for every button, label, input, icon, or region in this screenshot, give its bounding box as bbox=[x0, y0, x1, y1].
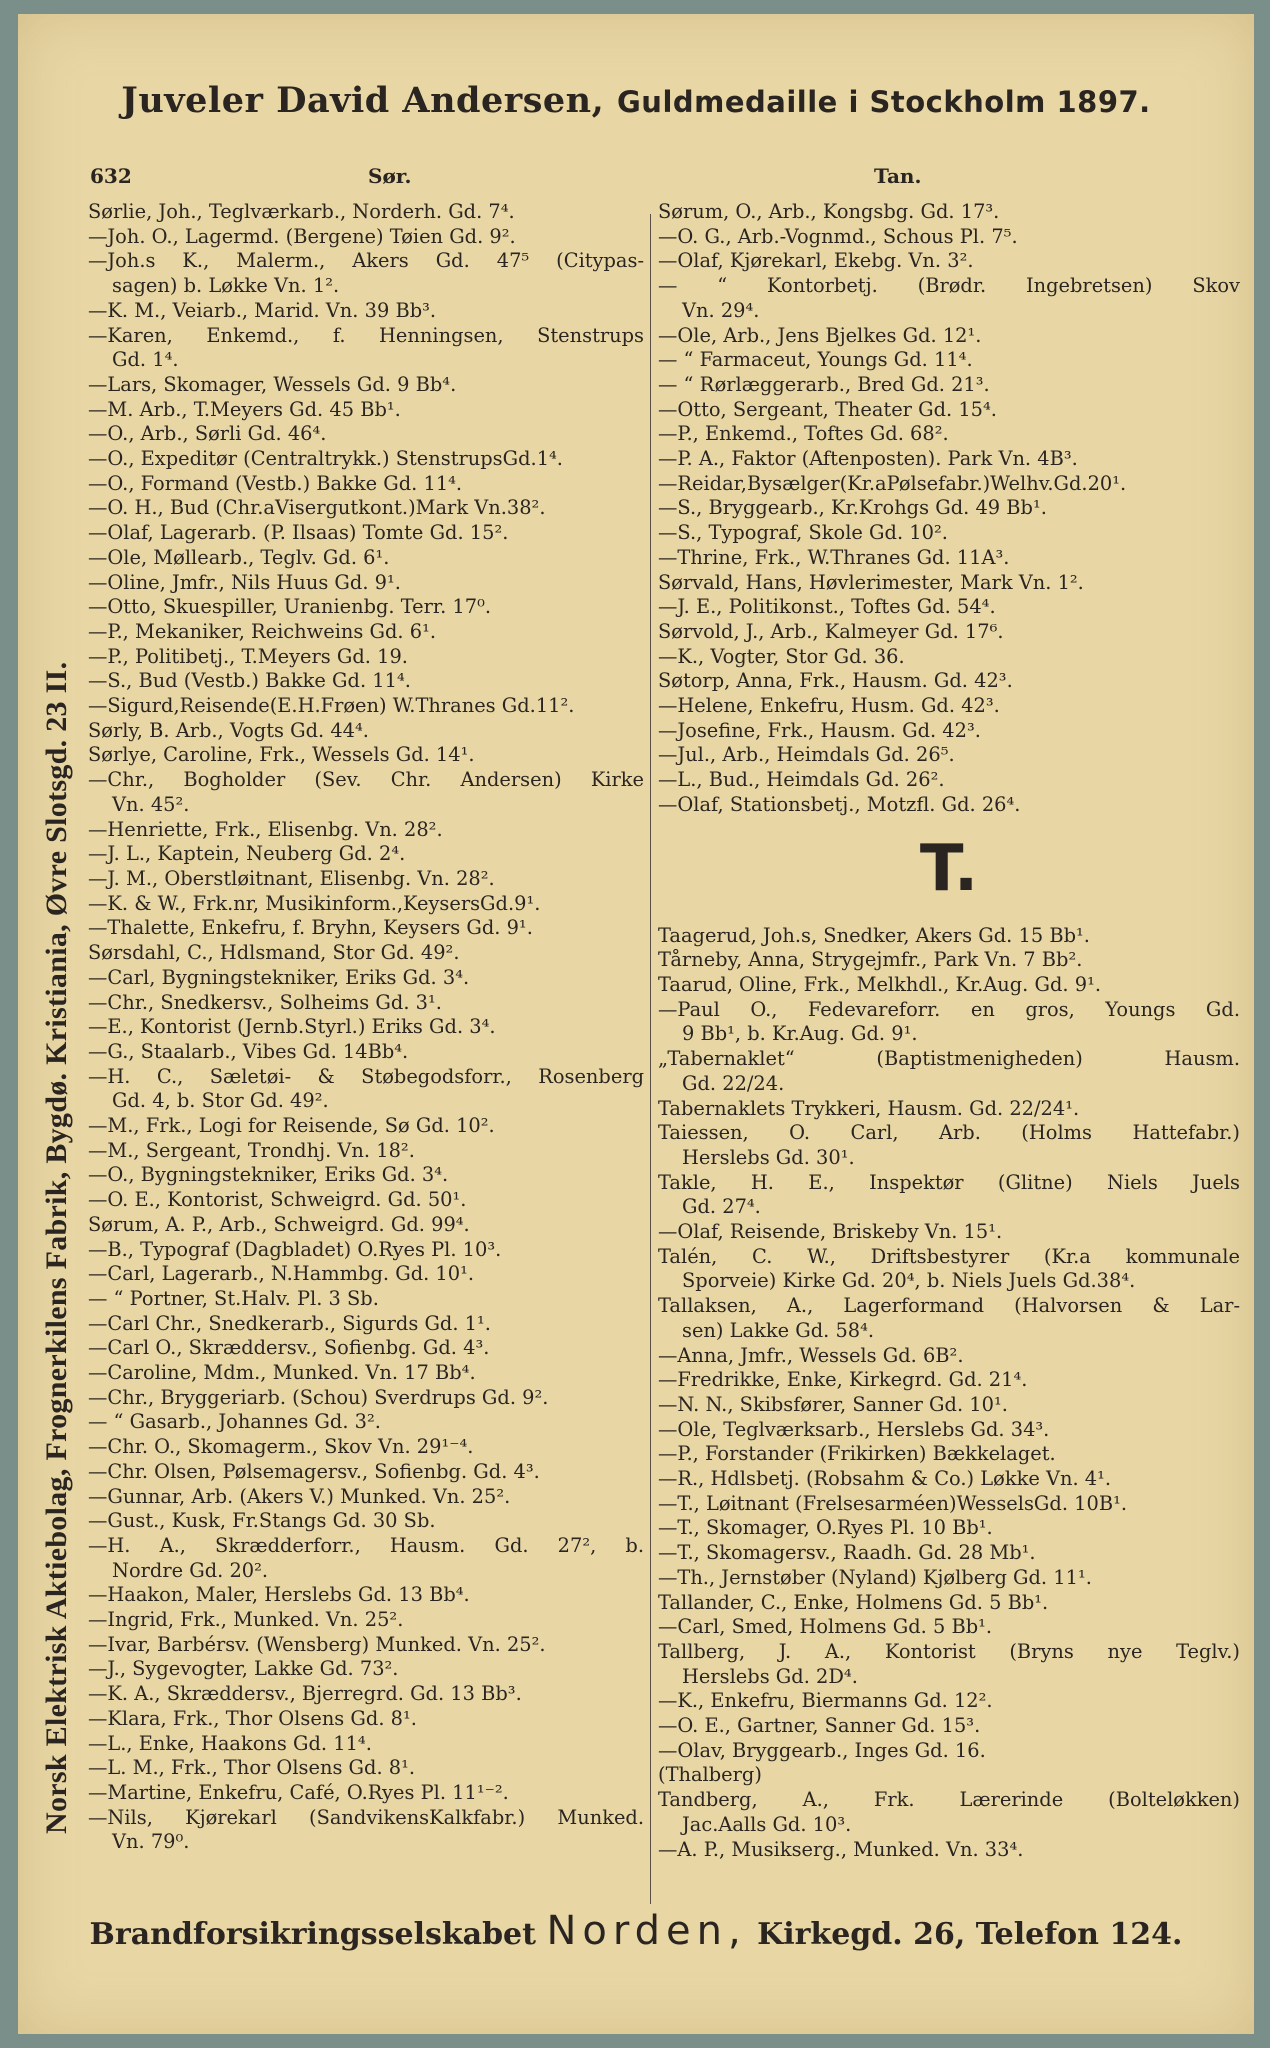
list-item: —L., Bud., Heimdals Gd. 26². bbox=[658, 768, 945, 792]
list-item: —Paul O., Fedevareforr. en gros, Youngs Gd. 9 Bb¹, b. Kr.Aug. Gd. 9¹. bbox=[658, 997, 1240, 1046]
list-item: —Klara, Frk., Thor Olsens Gd. 8¹. bbox=[88, 1706, 417, 1730]
list-item: —S., Bud (Vestb.) Bakke Gd. 11⁴. bbox=[88, 669, 411, 693]
list-item: —Caroline, Mdm., Munked. Vn. 17 Bb⁴. bbox=[88, 1361, 476, 1385]
list-item: —T., Skomager, O.Ryes Pl. 10 Bb¹. bbox=[658, 1516, 993, 1540]
list-item: —R., Hdlsbetj. (Robsahm & Co.) Løkke Vn. 4¹. bbox=[658, 1467, 1112, 1491]
list-item: Talén, C. W., Driftsbestyrer (Kr.a kommunale Sporveie) Kirke Gd. 20⁴, b. Niels Juels Gd.38⁴. bbox=[658, 1244, 1240, 1293]
list-item: —T., Skomagersv., Raadh. Gd. 28 Mb¹. bbox=[658, 1541, 1036, 1565]
list-item: —Chr. O., Skomagerm., Skov Vn. 29¹⁻⁴. bbox=[88, 1435, 474, 1459]
range-end: Tan. bbox=[874, 164, 922, 188]
list-item: Sørlye, Caroline, Frk., Wessels Gd. 14¹. bbox=[88, 743, 475, 767]
footer-left: Brandforsikringsselskabet bbox=[89, 1917, 537, 1952]
list-item: —Ole, Arb., Jens Bjelkes Gd. 12¹. bbox=[658, 323, 982, 347]
list-item: —Carl Chr., Snedkerarb., Sigurds Gd. 1¹. bbox=[88, 1311, 491, 1335]
list-item: —Josefine, Frk., Hausm. Gd. 42³. bbox=[658, 718, 981, 742]
list-item: —O., Arb., Sørli Gd. 46⁴. bbox=[88, 422, 327, 446]
list-item: —Martine, Enkefru, Café, O.Ryes Pl. 11¹⁻². bbox=[88, 1781, 509, 1804]
list-item: —Fredrikke, Enke, Kirkegrd. Gd. 21⁴. bbox=[658, 1368, 1028, 1392]
list-item: —Olaf, Reisende, Briskeby Vn. 15¹. bbox=[658, 1220, 1003, 1244]
list-item: —K., Enkefru, Biermanns Gd. 12². bbox=[658, 1689, 993, 1713]
list-item: —Olaf, Lagerarb. (P. Ilsaas) Tomte Gd. 15². bbox=[88, 521, 509, 545]
list-item: — “ Portner, St.Halv. Pl. 3 Sb. bbox=[88, 1286, 379, 1310]
list-item: — “ Kontorbetj. (Brødr. Ingebretsen) Skov Vn. 29⁴. bbox=[658, 274, 1240, 322]
list-item: —Joh. O., Lagermd. (Bergene) Tøien Gd. 9². bbox=[88, 224, 516, 248]
list-item: —L. M., Frk., Thor Olsens Gd. 8¹. bbox=[88, 1756, 416, 1780]
list-item: —Joh.s K., Malerm., Akers Gd. 47⁵ (Citypas- sagen) b. Løkke Vn. 1². bbox=[88, 249, 644, 298]
list-item: Taarud, Oline, Frk., Melkhdl., Kr.Aug. Gd. 9¹. bbox=[658, 972, 1102, 996]
list-item: —K. M., Veiarb., Marid. Vn. 39 Bb³. bbox=[88, 298, 437, 322]
list-item: —Carl, Smed, Holmens Gd. 5 Bb¹. bbox=[658, 1615, 993, 1639]
list-item: —Reidar,Bysælger(Kr.aPølsefabr.)Welhv.Gd.20¹. bbox=[658, 471, 1127, 495]
list-item: —Jul., Arb., Heimdals Gd. 26⁵. bbox=[658, 743, 955, 767]
directory-page bbox=[18, 14, 1254, 2034]
list-item: —K., Vogter, Stor Gd. 36. bbox=[658, 644, 905, 668]
list-item: —Ivar, Barbérsv. (Wensberg) Munked. Vn. 25². bbox=[88, 1632, 546, 1656]
list-item: Tallberg, J. A., Kontorist (Bryns nye Teglv.) Herslebs Gd. 2D⁴. bbox=[658, 1639, 1240, 1688]
list-item: —Th., Jernstøber (Nyland) Kjølberg Gd. 11¹. bbox=[658, 1565, 1092, 1589]
list-item: Tallander, C., Enke, Holmens Gd. 5 Bb¹. bbox=[658, 1590, 1049, 1614]
list-item: —Haakon, Maler, Herslebs Gd. 13 Bb⁴. bbox=[88, 1583, 470, 1607]
list-item: —Helene, Enkefru, Husm. Gd. 42³. bbox=[658, 694, 1000, 718]
list-item: —Otto, Skuespiller, Uranienbg. Terr. 17⁰. bbox=[88, 595, 492, 619]
list-item: Sørsdahl, C., Hdlsmand, Stor Gd. 49². bbox=[88, 941, 460, 965]
list-item: —T., Løitnant (Frelsesarméen)WesselsGd. 10B¹. bbox=[658, 1491, 1128, 1515]
list-item: Taiessen, O. Carl, Arb. (Holms Hattefabr.) Herslebs Gd. 30¹. bbox=[658, 1121, 1240, 1169]
list-item: —E., Kontorist (Jernb.Styrl.) Eriks Gd. 3⁴. bbox=[88, 1015, 496, 1039]
list-item: Sørly, B. Arb., Vogts Gd. 44⁴. bbox=[88, 718, 369, 742]
list-item: Søtorp, Anna, Frk., Hausm. Gd. 42³. bbox=[658, 669, 1013, 693]
list-item: —Ole, Teglværksarb., Herslebs Gd. 34³. bbox=[658, 1417, 1050, 1441]
left-column bbox=[88, 200, 644, 1855]
list-item: —P., Politibetj., T.Meyers Gd. 19. bbox=[88, 644, 408, 668]
section-letter: T. bbox=[919, 831, 979, 906]
list-item: —Otto, Sergeant, Theater Gd. 15⁴. bbox=[658, 397, 997, 421]
list-item: —O., Expeditør (Centraltrykk.) StenstrupsGd.1⁴. bbox=[88, 447, 563, 471]
list-item: —M., Sergeant, Trondhj. Vn. 18². bbox=[88, 1138, 415, 1162]
list-item: Tandberg, A., Frk. Lærerinde (Bolteløkken) Jac.Aalls Gd. 10³. bbox=[658, 1788, 1240, 1836]
list-item: — “ Gasarb., Johannes Gd. 3². bbox=[88, 1410, 381, 1434]
list-item: —O. E., Gartner, Sanner Gd. 15³. bbox=[658, 1714, 981, 1738]
list-item: —J. M., Oberstløitnant, Elisenbg. Vn. 28². bbox=[88, 866, 495, 890]
right-column bbox=[658, 200, 1240, 1862]
list-item: Sørum, O., Arb., Kongsbg. Gd. 17³. bbox=[658, 200, 1000, 223]
list-item: — “ Rørlæggerarb., Bred Gd. 21³. bbox=[658, 372, 990, 396]
list-item: (Thalberg) bbox=[658, 1763, 762, 1787]
list-item: —Olaf, Stationsbetj., Motzfl. Gd. 26⁴. bbox=[658, 792, 1021, 816]
list-item: —Gunnar, Arb. (Akers V.) Munked. Vn. 25². bbox=[88, 1484, 511, 1508]
list-item: —J. E., Politikonst., Toftes Gd. 54⁴. bbox=[658, 595, 996, 619]
list-item: —G., Staalarb., Vibes Gd. 14Bb⁴. bbox=[88, 1039, 409, 1063]
list-item: —Chr. Olsen, Pølsemagersv., Sofienbg. Gd. 4³. bbox=[88, 1459, 540, 1483]
page-number: 632 bbox=[90, 164, 132, 188]
list-item: —O. H., Bud (Chr.aVisergutkont.)Mark Vn.38². bbox=[88, 496, 546, 520]
list-item: —Ingrid, Frk., Munked. Vn. 25². bbox=[88, 1608, 404, 1632]
list-item: —O. E., Kontorist, Schweigrd. Gd. 50¹. bbox=[88, 1188, 467, 1212]
list-item: Taagerud, Joh.s, Snedker, Akers Gd. 15 Bb¹. bbox=[658, 923, 1090, 947]
list-item: —Gust., Kusk, Fr.Stangs Gd. 30 Sb. bbox=[88, 1509, 436, 1533]
list-item: —B., Typograf (Dagbladet) O.Ryes Pl. 10³. bbox=[88, 1237, 502, 1261]
list-item: Tårneby, Anna, Strygejmfr., Park Vn. 7 Bb². bbox=[658, 948, 1083, 972]
list-item: Tallaksen, A., Lagerformand (Halvorsen & Lar- sen) Lakke Gd. 58⁴. bbox=[658, 1294, 1240, 1342]
column-divider bbox=[650, 214, 651, 1904]
list-item: — “ Farmaceut, Youngs Gd. 11⁴. bbox=[658, 348, 973, 372]
list-item: —Olav, Bryggearb., Inges Gd. 16. bbox=[658, 1738, 986, 1762]
list-item: —H. C., Sæletøi- & Støbegodsforr., Rosenberg Gd. 4, b. Stor Gd. 49². bbox=[88, 1064, 644, 1113]
list-item: Sørlie, Joh., Teglværkarb., Norderh. Gd. 7⁴. bbox=[88, 200, 515, 223]
list-item: —Henriette, Frk., Elisenbg. Vn. 28². bbox=[88, 817, 443, 841]
right-column-bottom bbox=[658, 924, 1240, 1863]
list-item: —Oline, Jmfr., Nils Huus Gd. 9¹. bbox=[88, 570, 401, 594]
list-item: —K. A., Skræddersv., Bjerregrd. Gd. 13 Bb³. bbox=[88, 1682, 522, 1706]
list-item: —P., Enkemd., Toftes Gd. 68². bbox=[658, 422, 949, 446]
footer-norden: Norden, bbox=[546, 1908, 747, 1954]
list-item: —A. P., Musikserg., Munked. Vn. 33⁴. bbox=[658, 1837, 1024, 1861]
page-header bbox=[18, 80, 1254, 121]
footer-right: Kirkegd. 26, Telefon 124. bbox=[757, 1917, 1183, 1952]
list-item: —Carl O., Skræddersv., Sofienbg. Gd. 4³. bbox=[88, 1336, 490, 1360]
list-item: —Ole, Møllearb., Teglv. Gd. 6¹. bbox=[88, 545, 390, 569]
list-item: —J., Sygevogter, Lakke Gd. 73². bbox=[88, 1657, 399, 1681]
range-start: Sør. bbox=[368, 164, 412, 188]
list-item: —O., Bygningstekniker, Eriks Gd. 3⁴. bbox=[88, 1163, 449, 1187]
list-item: Sørvold, J., Arb., Kalmeyer Gd. 17⁶. bbox=[658, 619, 1004, 643]
list-item: —S., Typograf, Skole Gd. 10². bbox=[658, 521, 948, 545]
list-item: —Thrine, Frk., W.Thranes Gd. 11A³. bbox=[658, 545, 1010, 569]
list-item: —Thalette, Enkefru, f. Bryhn, Keysers Gd. 9¹. bbox=[88, 916, 533, 940]
list-item: —O. G., Arb.-Vognmd., Schous Pl. 7⁵. bbox=[658, 224, 1018, 248]
list-item: —Lars, Skomager, Wessels Gd. 9 Bb⁴. bbox=[88, 372, 457, 396]
list-item: Tabernaklets Trykkeri, Hausm. Gd. 22/24¹. bbox=[658, 1096, 1080, 1120]
list-item: —Chr., Bogholder (Sev. Chr. Andersen) Kirke Vn. 45². bbox=[88, 768, 644, 816]
list-item: —Carl, Bygningstekniker, Eriks Gd. 3⁴. bbox=[88, 965, 470, 989]
list-item: Sørvald, Hans, Høvlerimester, Mark Vn. 1². bbox=[658, 570, 1084, 594]
header-title: Juveler David Andersen, bbox=[121, 80, 605, 121]
list-item: —N. N., Skibsfører, Sanner Gd. 10¹. bbox=[658, 1392, 1008, 1416]
list-item: —M. Arb., T.Meyers Gd. 45 Bb¹. bbox=[88, 397, 401, 421]
list-item: Takle, H. E., Inspektør (Glitne) Niels Juels Gd. 27⁴. bbox=[658, 1170, 1240, 1219]
right-column-top bbox=[658, 200, 1240, 818]
list-item: —J. L., Kaptein, Neuberg Gd. 2⁴. bbox=[88, 842, 406, 866]
list-item: —L., Enke, Haakons Gd. 11⁴. bbox=[88, 1731, 372, 1755]
list-item: —P., Mekaniker, Reichweins Gd. 6¹. bbox=[88, 619, 437, 643]
list-item: —Chr., Bryggeriarb. (Schou) Sverdrups Gd. 9². bbox=[88, 1385, 549, 1409]
list-item: —Nils, Kjørekarl (SandvikensKalkfabr.) Munked. Vn. 79⁰. bbox=[88, 1805, 644, 1854]
list-item: —H. A., Skrædderforr., Hausm. Gd. 27², b. Nordre Gd. 20². bbox=[88, 1533, 644, 1582]
list-item: Sørum, A. P., Arb., Schweigrd. Gd. 99⁴. bbox=[88, 1212, 470, 1236]
list-item: —Carl, Lagerarb., N.Hammbg. Gd. 10¹. bbox=[88, 1262, 475, 1286]
list-item: —Chr., Snedkersv., Solheims Gd. 3¹. bbox=[88, 990, 442, 1014]
list-item: —M., Frk., Logi for Reisende, Sø Gd. 10². bbox=[88, 1114, 495, 1138]
list-item: —P. A., Faktor (Aftenposten). Park Vn. 4B³. bbox=[658, 447, 1078, 471]
header-subtitle: Guldmedaille i Stockholm 1897. bbox=[617, 85, 1151, 119]
vertical-advertisement: Norsk Elektrisk Aktiebolag, Frognerkilens Fabrik, Bygdø. Kristiania, Øvre Slotsgd. 23 II. bbox=[40, 661, 73, 1834]
list-item: —Anna, Jmfr., Wessels Gd. 6B². bbox=[658, 1343, 964, 1367]
list-item: —S., Bryggearb., Kr.Krohgs Gd. 49 Bb¹. bbox=[658, 496, 1047, 520]
list-item: —Sigurd,Reisende(E.H.Frøen) W.Thranes Gd.11². bbox=[88, 694, 575, 718]
list-item: „Tabernaklet“ (Baptistmenigheden) Hausm. Gd. 22/24. bbox=[658, 1047, 1240, 1095]
list-item: —P., Forstander (Frikirken) Bækkelaget. bbox=[658, 1442, 1056, 1466]
list-item: —Karen, Enkemd., f. Henningsen, Stenstrups Gd. 1⁴. bbox=[88, 323, 644, 372]
list-item: —K. & W., Frk.nr, Musikinform.,KeysersGd.9¹. bbox=[88, 891, 541, 915]
list-item: —Olaf, Kjørekarl, Ekebg. Vn. 3². bbox=[658, 249, 974, 273]
list-item: —O., Formand (Vestb.) Bakke Gd. 11⁴. bbox=[88, 471, 463, 495]
page-footer bbox=[18, 1908, 1254, 1954]
